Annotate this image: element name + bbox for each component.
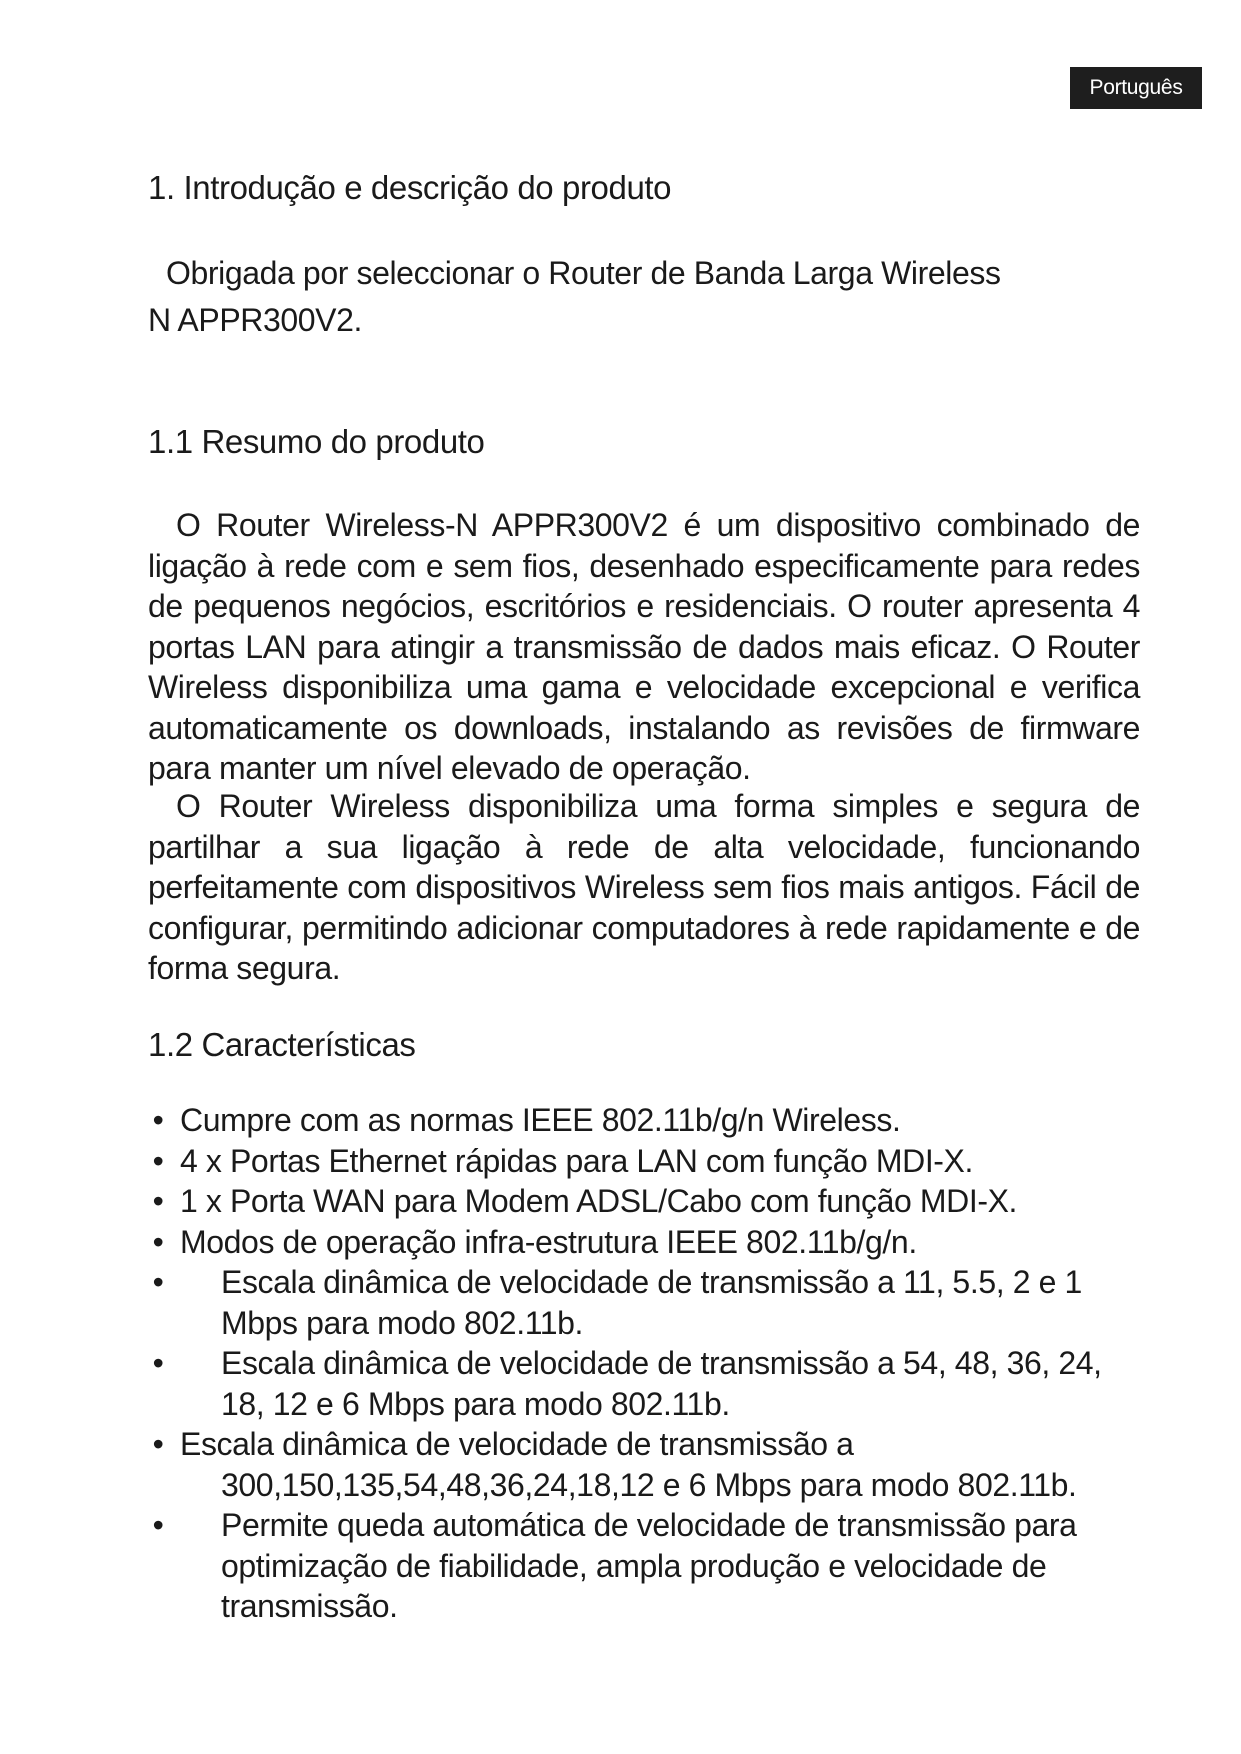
list-item-text: 4 x Portas Ethernet rápidas para LAN com função MDI-X. <box>180 1142 973 1179</box>
list-item <box>148 1262 1140 1343</box>
bullet: • <box>152 1426 164 1462</box>
section-1-2-title: 1.2 Características <box>148 1026 416 1063</box>
bullet: • <box>152 1345 164 1381</box>
list-item-text: Modos de operação infra-estrutura IEEE 802.11b/g/n. <box>180 1223 917 1260</box>
bullet: • <box>152 1183 164 1219</box>
list-item <box>148 1424 1140 1505</box>
list-item-text-line-2: 300,150,135,54,48,36,24,18,12 e 6 Mbps para modo 802.11b. <box>221 1466 1077 1503</box>
section-1-1-paragraph-2: O Router Wireless disponibiliza uma forma simples e segura de partilhar a sua ligação à rede de alta velocidade, funcionando perfeitamente com dispositivos Wireless sem fios mais antigos. Fácil de configurar, permitindo adicionar computadores à rede rapidamente e de forma segura. <box>148 788 1140 986</box>
list-item <box>148 1505 1140 1627</box>
list-item-text: Cumpre com as normas IEEE 802.11b/g/n Wireless. <box>180 1102 901 1138</box>
list-item <box>148 1141 1140 1182</box>
language-badge: Português <box>1070 67 1202 109</box>
bullet: • <box>152 1142 164 1179</box>
list-item-text: 1 x Porta WAN para Modem ADSL/Cabo com função MDI-X. <box>180 1183 1018 1219</box>
bullet: • <box>152 1264 164 1300</box>
features-list <box>148 1100 1140 1627</box>
list-item <box>148 1181 1140 1222</box>
list-item <box>148 1100 1140 1141</box>
section-1-1-title: 1.1 Resumo do produto <box>148 423 485 460</box>
list-item <box>148 1222 1140 1263</box>
list-item-text: Escala dinâmica de velocidade de transmissão a 11, 5.5, 2 e 1 Mbps para modo 802.11b. <box>221 1264 1082 1341</box>
bullet: • <box>152 1102 164 1138</box>
list-item-text-line-1: Escala dinâmica de velocidade de transmissão a <box>180 1426 854 1462</box>
list-item <box>148 1343 1140 1424</box>
section-1-title: 1. Introdução e descrição do produto <box>148 169 672 206</box>
bullet: • <box>152 1507 164 1543</box>
section-1-intro: Obrigada por seleccionar o Router de Banda Larga Wireless N APPR300V2. <box>148 255 1001 338</box>
list-item-text <box>148 1424 1140 1505</box>
list-item-text: Permite queda automática de velocidade de transmissão para optimização de fiabilidade, ampla produção e velocidade de transmissão. <box>221 1507 1077 1624</box>
list-item-text: Escala dinâmica de velocidade de transmissão a 54, 48, 36, 24, 18, 12 e 6 Mbps para modo 802.11b. <box>221 1345 1102 1422</box>
bullet: • <box>152 1223 164 1260</box>
section-1-1-paragraph-1: O Router Wireless-N APPR300V2 é um dispositivo combinado de ligação à rede com e sem fios, desenhado especificamente para redes de pequenos negócios, escritórios e residenciais. O router apresenta 4 portas LAN para atingir a transmissão de dados mais eficaz. O Router Wireless disponibiliza uma gama e velocidade excepcional e verifica automaticamente os downloads, instalando as revisões de firmware para manter um nível elevado de operação. <box>148 507 1140 786</box>
